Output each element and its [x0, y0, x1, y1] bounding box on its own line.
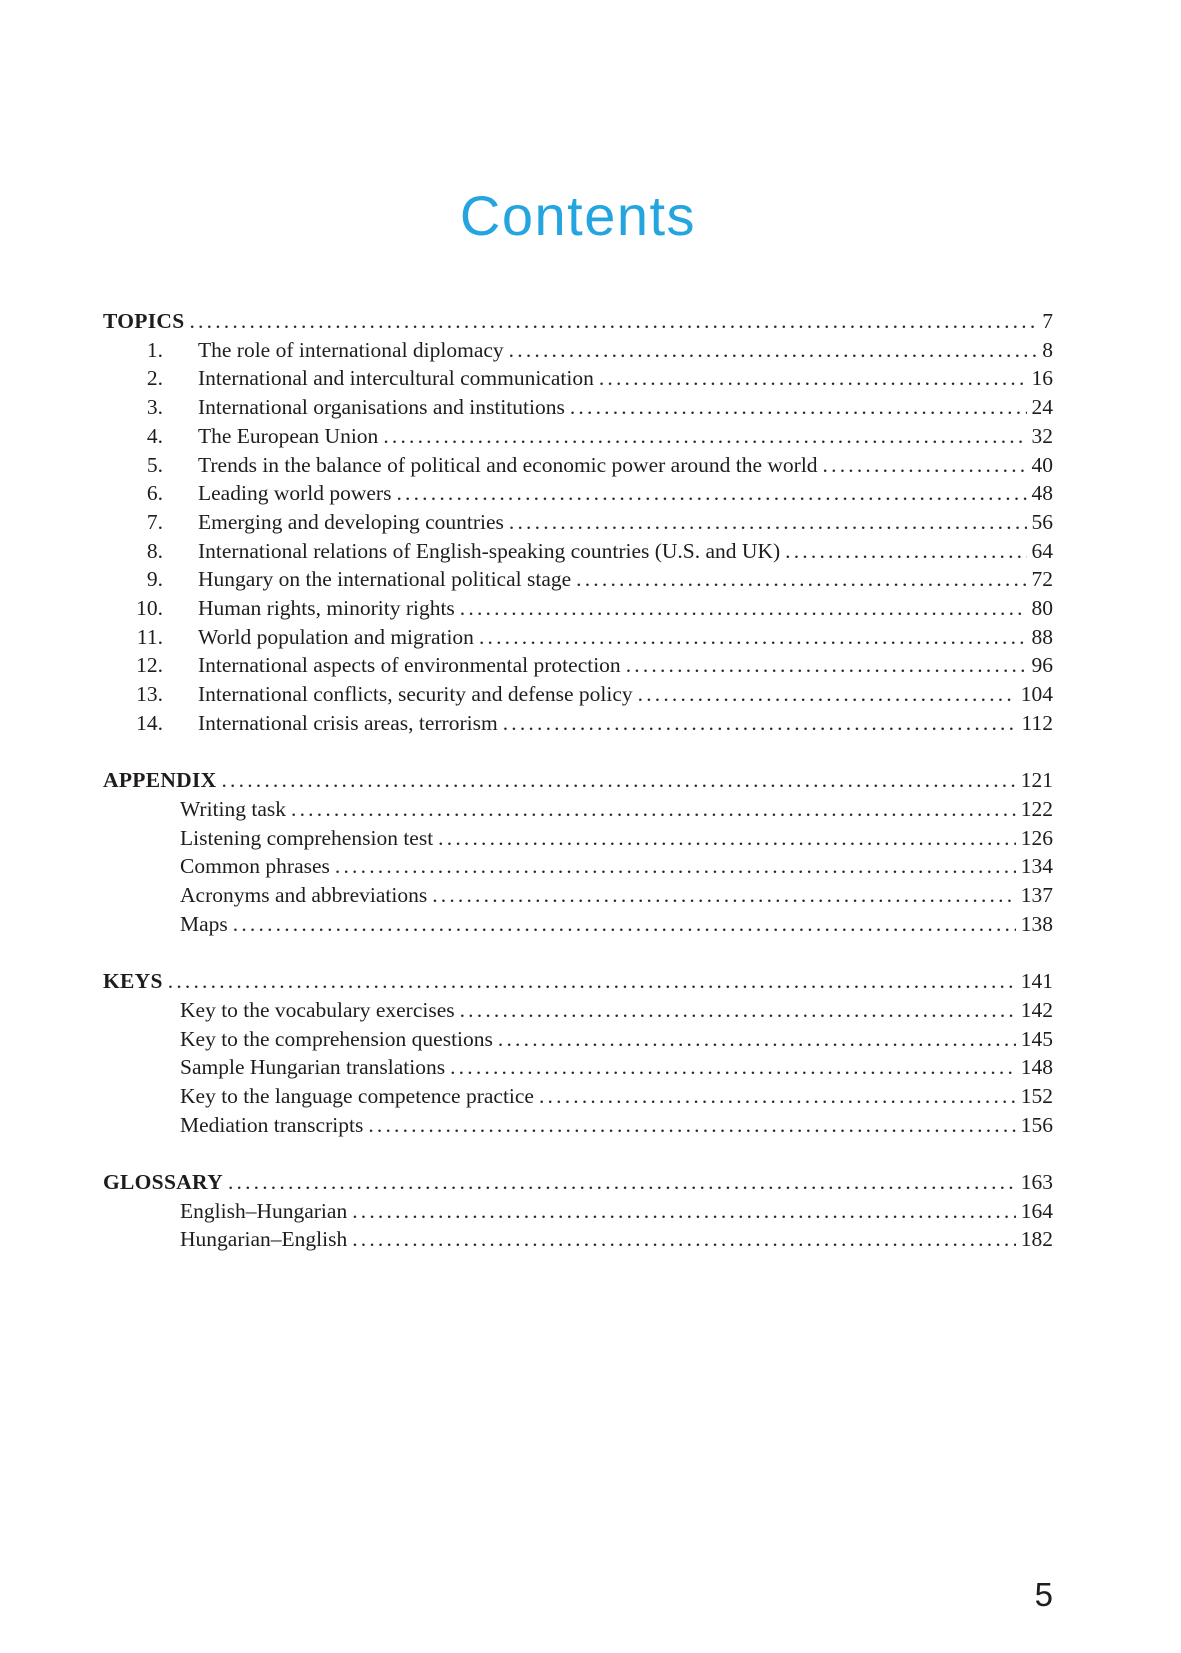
- toc-section-heading-row: [103, 766, 1053, 795]
- dot-leader: [396, 479, 1026, 508]
- item-number: 10.: [136, 596, 163, 621]
- toc-item-row: [103, 709, 1053, 738]
- item-title: English–Hungarian: [180, 1198, 348, 1223]
- toc-section-heading-row: [103, 307, 1053, 336]
- toc-section: [103, 1168, 1053, 1254]
- toc-item-row: [103, 651, 1053, 680]
- dot-leader: [291, 795, 1016, 824]
- item-page-number: 164: [1020, 1198, 1053, 1223]
- toc-item-row: [103, 680, 1053, 709]
- toc-item-row: [103, 479, 1053, 508]
- item-title: The European Union: [198, 423, 379, 448]
- item-title: World population and migration: [198, 624, 474, 649]
- item-title: Mediation transcripts: [180, 1112, 364, 1137]
- section-page-number: 7: [1042, 309, 1053, 333]
- section-page-number: 163: [1020, 1170, 1053, 1195]
- folio-page-number: 5: [1034, 1576, 1053, 1613]
- item-page-number: 126: [1020, 825, 1053, 850]
- dot-leader: [576, 565, 1026, 594]
- item-title: International crisis areas, terrorism: [198, 710, 498, 735]
- item-title: Hungarian–English: [180, 1227, 348, 1252]
- dot-leader: [383, 422, 1026, 451]
- section-label: KEYS: [103, 969, 163, 994]
- item-page-number: 134: [1020, 854, 1053, 879]
- item-page-number: 56: [1031, 509, 1053, 534]
- item-page-number: 24: [1031, 395, 1053, 420]
- dot-leader: [785, 537, 1026, 566]
- item-title: Acronyms and abbreviations: [180, 883, 428, 908]
- toc-item-row: [103, 336, 1053, 365]
- toc-section: [103, 967, 1053, 1139]
- section-label: TOPICS: [103, 309, 185, 333]
- item-title: Leading world powers: [198, 481, 392, 506]
- item-page-number: 122: [1020, 796, 1053, 821]
- dot-leader: [570, 393, 1027, 422]
- item-page-number: 72: [1031, 567, 1053, 592]
- toc-item-row: [103, 910, 1053, 939]
- dot-leader: [432, 881, 1016, 910]
- item-title: The role of international diplomacy: [198, 337, 504, 362]
- toc-item-row: [103, 623, 1053, 652]
- dot-leader: [479, 623, 1027, 652]
- dot-leader: [498, 1025, 1016, 1054]
- dot-leader: [233, 910, 1016, 939]
- item-number: 6.: [146, 481, 163, 506]
- item-page-number: 80: [1031, 596, 1053, 621]
- item-page-number: 142: [1020, 997, 1053, 1022]
- item-page-number: 148: [1020, 1055, 1053, 1080]
- item-number: 14.: [136, 710, 163, 735]
- toc-item-row: [103, 795, 1053, 824]
- item-page-number: 8: [1042, 337, 1053, 362]
- page-title: Contents: [459, 184, 697, 247]
- dot-leader: [189, 307, 1037, 336]
- item-page-number: 104: [1020, 682, 1053, 707]
- toc-section: [103, 766, 1053, 938]
- dot-leader: [823, 451, 1027, 480]
- item-number: 4.: [146, 423, 163, 448]
- item-number: 1.: [146, 337, 163, 362]
- item-title: International and intercultural communication: [198, 366, 594, 391]
- dot-leader: [638, 680, 1016, 709]
- toc-section-heading-row: [103, 1168, 1053, 1197]
- section-label: APPENDIX: [103, 768, 217, 793]
- toc-item-row: [103, 1225, 1053, 1254]
- item-page-number: 32: [1031, 423, 1053, 448]
- toc-section: [103, 307, 1053, 738]
- section-label: GLOSSARY: [103, 1170, 223, 1195]
- item-number: 13.: [136, 682, 163, 707]
- item-number: 12.: [136, 653, 163, 678]
- item-number: 2.: [146, 366, 163, 391]
- item-title: Key to the vocabulary exercises: [180, 997, 455, 1022]
- item-page-number: 138: [1020, 911, 1053, 936]
- item-title: Human rights, minority rights: [198, 596, 455, 621]
- item-number: 7.: [146, 509, 163, 534]
- dot-leader: [509, 336, 1038, 365]
- dot-leader: [352, 1225, 1016, 1254]
- dot-leader: [460, 594, 1027, 623]
- item-page-number: 156: [1020, 1112, 1053, 1137]
- item-title: Key to the comprehension questions: [180, 1026, 493, 1051]
- item-number: 3.: [146, 395, 163, 420]
- item-page-number: 182: [1020, 1227, 1053, 1252]
- toc-item-row: [103, 537, 1053, 566]
- toc-item-row: [103, 1082, 1053, 1111]
- dot-leader: [539, 1082, 1016, 1111]
- section-page-number: 121: [1020, 768, 1053, 793]
- item-page-number: 16: [1031, 366, 1053, 391]
- toc-item-row: [103, 422, 1053, 451]
- toc-item-row: [103, 565, 1053, 594]
- item-page-number: 96: [1031, 653, 1053, 678]
- item-title: Trends in the balance of political and economic power around the world: [198, 452, 818, 477]
- dot-leader: [335, 852, 1016, 881]
- dot-leader: [509, 508, 1027, 537]
- dot-leader: [228, 1168, 1016, 1197]
- item-page-number: 64: [1031, 538, 1053, 563]
- item-title: Sample Hungarian translations: [180, 1055, 446, 1080]
- item-page-number: 152: [1020, 1083, 1053, 1108]
- section-page-number: 141: [1020, 969, 1053, 994]
- toc-item-row: [103, 1053, 1053, 1082]
- item-title: Key to the language competence practice: [180, 1083, 534, 1108]
- table-of-contents: [103, 307, 1053, 1254]
- toc-item-row: [103, 364, 1053, 393]
- toc-item-row: [103, 1111, 1053, 1140]
- dot-leader: [438, 824, 1016, 853]
- dot-leader: [626, 651, 1027, 680]
- toc-item-row: [103, 594, 1053, 623]
- toc-item-row: [103, 1197, 1053, 1226]
- item-page-number: 88: [1031, 624, 1053, 649]
- dot-leader: [503, 709, 1017, 738]
- toc-item-row: [103, 881, 1053, 910]
- toc-item-row: [103, 1025, 1053, 1054]
- toc-item-row: [103, 824, 1053, 853]
- item-title: International organisations and institutions: [198, 395, 565, 420]
- item-title: Writing task: [180, 796, 287, 821]
- dot-leader: [460, 996, 1016, 1025]
- item-title: Common phrases: [180, 854, 330, 879]
- toc-item-row: [103, 451, 1053, 480]
- item-title: Listening comprehension test: [180, 825, 434, 850]
- item-page-number: 137: [1020, 883, 1053, 908]
- item-title: International conflicts, security and defense policy: [198, 682, 633, 707]
- item-page-number: 40: [1031, 452, 1053, 477]
- dot-leader: [599, 364, 1027, 393]
- item-number: 9.: [146, 567, 163, 592]
- item-title: Emerging and developing countries: [198, 509, 504, 534]
- dot-leader: [368, 1111, 1015, 1140]
- dot-leader: [168, 967, 1016, 996]
- item-title: International aspects of environmental protection: [198, 653, 621, 678]
- item-page-number: 48: [1031, 481, 1053, 506]
- toc-section-heading-row: [103, 967, 1053, 996]
- item-page-number: 112: [1021, 710, 1053, 735]
- item-page-number: 145: [1020, 1026, 1053, 1051]
- item-title: Hungary on the international political stage: [198, 567, 572, 592]
- item-number: 11.: [136, 624, 163, 649]
- item-number: 8.: [146, 538, 163, 563]
- dot-leader: [352, 1197, 1016, 1226]
- item-title: International relations of English-speaking countries (U.S. and UK): [198, 538, 781, 563]
- dot-leader: [221, 766, 1015, 795]
- toc-item-row: [103, 852, 1053, 881]
- item-title: Maps: [180, 911, 228, 936]
- toc-item-row: [103, 996, 1053, 1025]
- dot-leader: [450, 1053, 1016, 1082]
- toc-item-row: [103, 508, 1053, 537]
- item-number: 5.: [146, 452, 163, 477]
- toc-item-row: [103, 393, 1053, 422]
